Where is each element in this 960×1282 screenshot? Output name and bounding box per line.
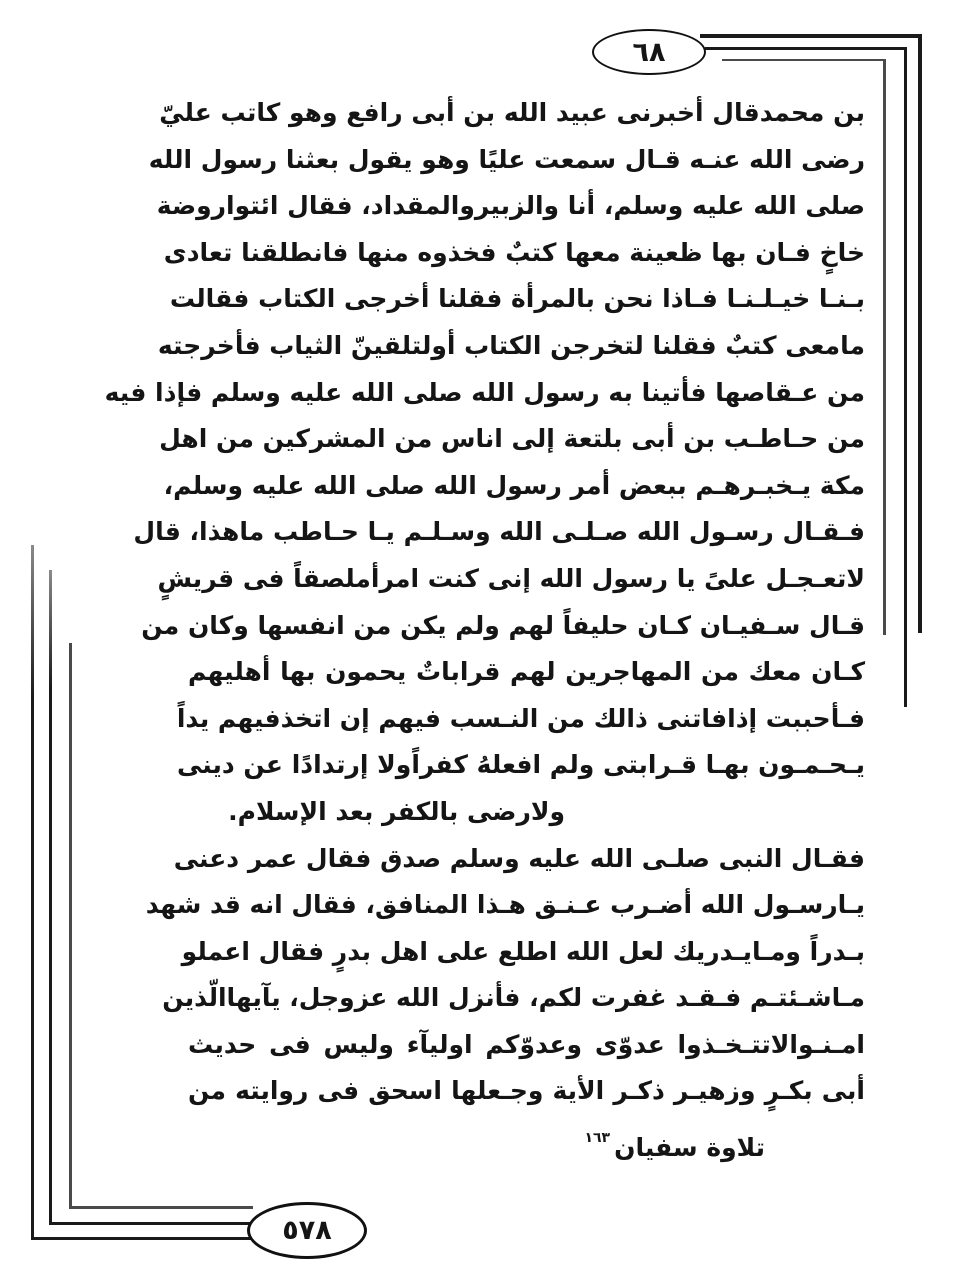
frame-right-line-middle xyxy=(904,47,907,707)
final-line-text: تلاوة سفيان xyxy=(614,1133,765,1163)
text-line: يـحـمـون بهـا قـرابتى ولم افعلهُ كفراًولا إرتدادًا عن دينى xyxy=(177,750,865,780)
text-line: بـنـا خيـلـنـا فـاذا نحن بالمرأة فقلنا أخرجى الكتاب فقالت xyxy=(169,284,865,314)
text-line: مـاشـئتـم فـقـد غفرت لكم، فأنزل الله عزوجل، يآيهاالّذين xyxy=(162,983,865,1013)
text-line: رضى الله عنـه قـال سمعت عليًا وهو يقول بعثنا رسول الله xyxy=(148,144,865,174)
frame-top-line-inner xyxy=(722,59,886,61)
text-line: كـان معك من المهاجرين لهم قراباتٌ يحمون بها أهليهم xyxy=(188,657,865,687)
text-line: أبى بكـرٍ وزهيـر ذكـر الأية وجـعلها اسحق فى روايته من xyxy=(188,1076,865,1106)
frame-top-line-outer xyxy=(700,34,922,38)
frame-left-line-outer xyxy=(31,545,34,1240)
text-line: امـنـوالاتتـخـذوا عدوّى وعدوّكم اوليآء وليس فى حديث xyxy=(188,1029,865,1059)
text-line: فقـال النبى صلـى الله عليه وسلم صدق فقال عمر دعنى xyxy=(173,843,865,873)
bottom-page-number-badge xyxy=(247,1202,367,1259)
text-line: بن محمدقال أخبرنى عبيد الله بن أبى رافع وهو كاتب عليّ xyxy=(159,98,865,127)
frame-left-line-middle xyxy=(49,570,52,1225)
bottom-page-number: ٥٧٨ xyxy=(282,1215,332,1246)
frame-bottom-line-middle xyxy=(49,1222,251,1225)
top-page-number: ٦٨ xyxy=(632,36,666,68)
text-line: صلى الله عليه وسلم، أنا والزبيروالمقداد، فقال ائتواروضة xyxy=(156,191,865,221)
text-line-final xyxy=(188,1115,865,1162)
frame-bottom-line-inner xyxy=(69,1206,253,1209)
text-line: فـقـال رسـول الله صـلـى الله وسـلـم يـا حـاطب ماهذا، قال xyxy=(133,517,865,547)
text-line: بـدراً ومـايـدريك لعل الله اطلع على اهل بدرٍ فقال اعملو xyxy=(181,936,865,966)
frame-right-line-outer xyxy=(918,34,922,633)
text-line: فـأحببت إذافاتنى ذالك من النـسب فيهم إن اتخذفيهم يداً xyxy=(176,703,865,733)
text-line: مكة يـخبـرهـم ببعض أمر رسول الله صلى الله عليه وسلم، xyxy=(163,470,865,500)
frame-left-line-inner xyxy=(69,643,72,1209)
frame-bottom-line-outer xyxy=(31,1237,257,1240)
text-line: يـارسـول الله أضـرب عـنـق هـذا المنافق، فقال انه قد شهد xyxy=(145,890,865,920)
top-page-number-badge xyxy=(592,29,706,75)
text-line: خاخٍ فـان بها ظعينة معها كتبٌ فخذوه منها فانطلقنا تعادى xyxy=(163,237,865,267)
text-line: مامعى كتبٌ فقلنا لتخرجن الكتاب أولتلقينّ الثياب فأخرجته xyxy=(157,330,865,360)
text-line: لاتعـجـل علىً يا رسول الله إنى كنت امرأملصقاً فى قريشٍ xyxy=(157,563,865,593)
footnote-marker: ١٦٣ xyxy=(584,1130,611,1147)
frame-right-line-inner xyxy=(883,59,886,635)
text-line: من حـاطـب بن أبى بلتعة إلى اناس من المشركين من اهل xyxy=(159,424,865,454)
frame-top-line-middle xyxy=(705,47,907,50)
text-line: قـال سـفيـان كـان حليفاً لهم ولم يكن من انفسها وكان من xyxy=(141,610,865,640)
text-line: من عـقاصها فأتينا به رسول الله صلى الله عليه وسلم فإذا فيه xyxy=(104,377,865,407)
text-line-paragraph-end: ولارضى بالكفر بعد الإسلام. xyxy=(228,796,565,826)
text-block xyxy=(104,90,865,1163)
